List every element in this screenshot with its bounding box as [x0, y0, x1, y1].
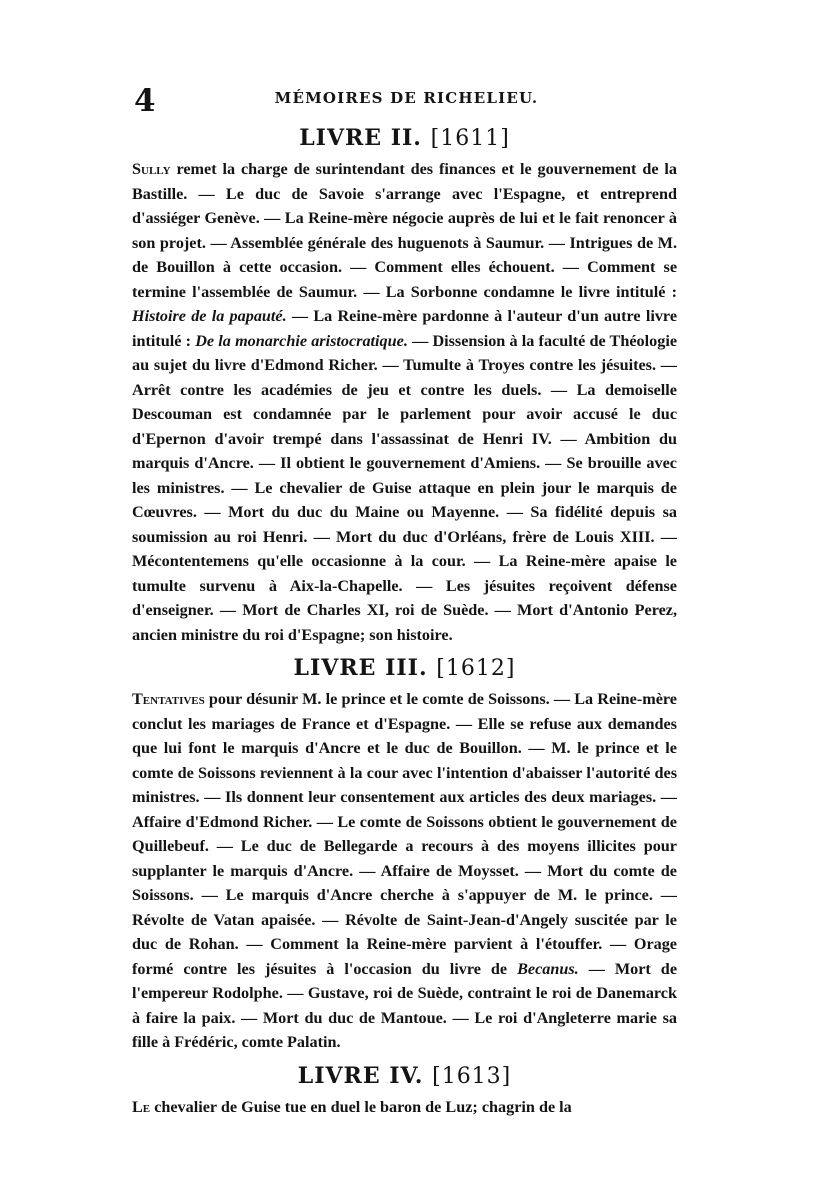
book-title-italic: Becanus. — [517, 959, 579, 978]
section-heading — [132, 655, 677, 681]
book-title-italic: Histoire de la papauté. — [132, 307, 287, 325]
page-header — [134, 84, 679, 118]
heading-title: LIVRE IV. — [297, 1062, 424, 1089]
heading-title: LIVRE III. — [293, 655, 428, 681]
first-word: Le — [132, 1097, 151, 1116]
heading-title: LIVRE II. — [299, 125, 422, 151]
section-livre-iii — [132, 655, 677, 1055]
first-word: Tentatives — [132, 690, 205, 708]
summary-text: — Mort de l'empereur Rodolphe. — Gustave, roi de Suède, contraint le roi de Danemarck à faire la paix. — Mort du duc de Mantoue. — Le roi d'Angleterre marie sa fille à Frédéric, comte Palatin. — [132, 959, 677, 1051]
first-word: Sully — [132, 160, 171, 178]
section-summary — [132, 1095, 677, 1120]
summary-text: remet la charge de surintendant des finances et le gouvernement de la Bastille. — Le duc de Savoie s'arrange avec l'Espagne, et entreprend d'assiéger Genève. — La Reine-mère négocie auprès de lui et le fait renoncer à son projet. — Assemblée générale des huguenots à Saumur. — Intrigues de M. de Bouillon à cette occasion. — Comment elles échouent. — Comment se termine l'assemblée de Saumur. — La Sorbonne condamne le livre intitulé : — [132, 160, 677, 301]
heading-year: [1613] — [432, 1063, 512, 1089]
page-body — [132, 125, 677, 1119]
running-title: MÉMOIRES DE RICHELIEU. — [274, 89, 539, 107]
section-summary — [132, 687, 677, 1055]
section-livre-ii — [132, 125, 677, 647]
summary-text: — Dissension à la faculté de Théologie au sujet du livre d'Edmond Richer. — Tumulte à Troyes contre les jésuites. — Arrêt contre les académies de jeu et contre les duels. — La demoiselle Descouman est condamnée par le parlement pour avoir accusé le duc d'Epernon d'avoir trempé dans l'assassinat de Henri IV. — Ambition du marquis d'Ancre. — Il obtient le gouvernement d'Amiens. — Se brouille avec les ministres. — Le chevalier de Guise attaque en plein jour le marquis de Cœuvres. — Mort du duc du Maine ou Mayenne. — Sa fidélité depuis sa soumission au roi Henri. — Mort du duc d'Orléans, frère de Louis XIII. — Mécontentemens qu'elle occasionne à la cour. — La Reine-mère apaise le tumulte survenu à Aix-la-Chapelle. — Les jésuites reçoivent défense d'enseigner. — Mort de Charles XI, roi de Suède. — Mort d'Antonio Perez, ancien ministre du roi d'Espagne; son histoire. — [132, 331, 678, 644]
heading-year: [1612] — [436, 656, 516, 681]
section-livre-iv — [132, 1063, 677, 1120]
section-heading — [132, 125, 677, 151]
section-heading — [132, 1063, 677, 1089]
summary-text: — La Reine-mère pardonne à l'auteur d'un autre livre intitulé : — [132, 307, 678, 350]
summary-text: chevalier de Guise tue en duel le baron de Luz; chagrin de la — [150, 1097, 572, 1116]
page-number: 4 — [134, 83, 156, 119]
heading-year: [1611] — [430, 126, 510, 151]
summary-text: pour désunir M. le prince et le comte de Soissons. — La Reine-mère conclut les mariages de France et d'Espagne. — Elle se refuse aux demandes que lui font le marquis d'Ancre et le duc de Bouillon. — M. le prince et le comte de Soissons reviennent à la cour avec l'intention d'abaisser l'autorité des ministres. — Ils donnent leur consentement aux articles des deux mariages. — Affaire d'Edmond Richer. — Le comte de Soissons obtient le gouvernement de Quillebeuf. — Le duc de Bellegarde a recours à des moyens illicites pour supplanter le marquis d'Ancre. — Affaire de Moysset. — Mort du comte de Soissons. — Le marquis d'Ancre cherche à s'appuyer de M. le prince. — Révolte de Vatan apaisée. — Révolte de Saint-Jean-d'Angely suscitée par le duc de Rohan. — Comment la Reine-mère parvient à l'étouffer. — Orage formé contre les jésuites à l'occasion du livre de — [132, 690, 677, 978]
section-summary — [132, 157, 677, 647]
book-title-italic: De la monarchie aristocratique. — [195, 331, 408, 350]
